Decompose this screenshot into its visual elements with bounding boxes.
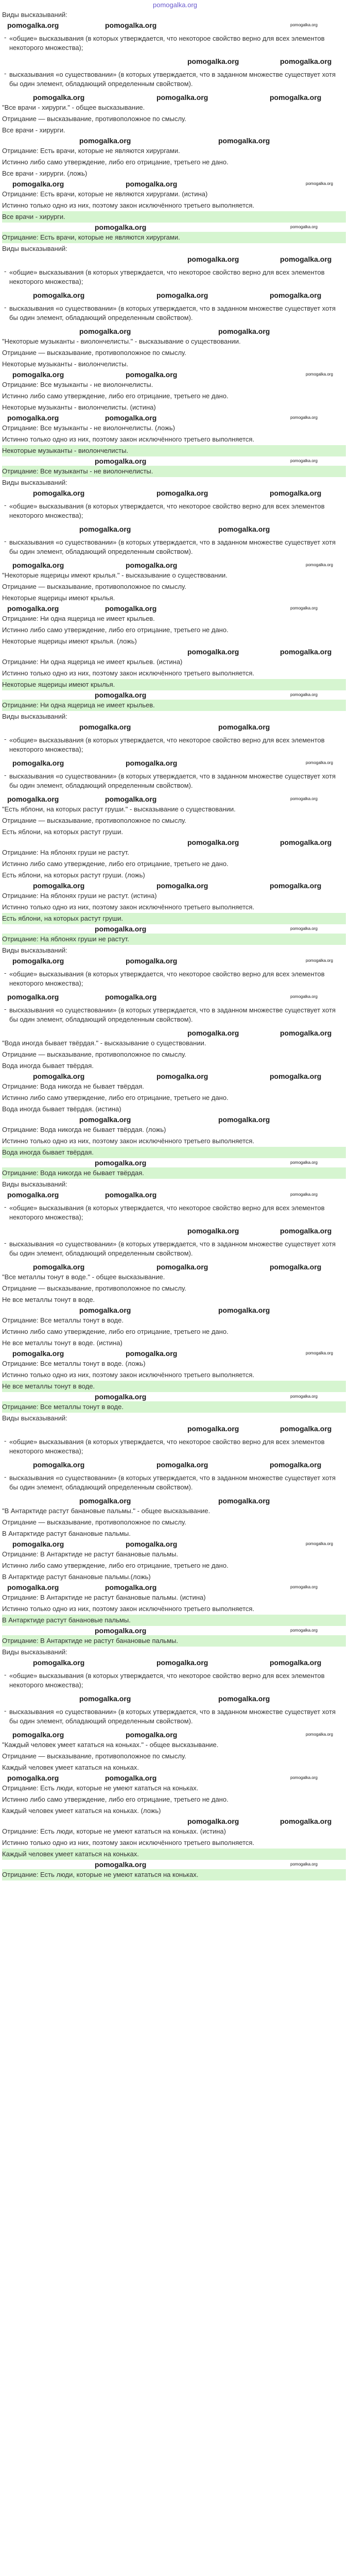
- watermark: pomogalka.org: [79, 525, 131, 533]
- general-statement-def: - «общие» высказывания (в которых утверждается, что некоторое свойство верно для всех элементов некоторого множества);: [2, 1202, 346, 1223]
- negation: Отрицание: Вода никогда не бывает твёрдая.: [2, 1082, 144, 1090]
- answer-negation: Отрицание: Есть врачи, которые не являются хирургами.: [2, 232, 346, 243]
- watermark: pomogalka.org: [79, 137, 131, 145]
- negation: Отрицание: Ни одна ящерица не имеет крыльев.: [2, 615, 155, 622]
- watermark: pomogalka.org: [156, 291, 208, 299]
- watermark-row: [2, 1860, 346, 1869]
- watermark: pomogalka.org: [290, 994, 318, 999]
- conclusion: Истинно только одно из них, поэтому закон исключённого третьего выполняется.: [2, 1839, 255, 1846]
- excluded-middle-law: Истинно либо само утверждение, либо его отрицание, третьего не дано.: [2, 1795, 229, 1803]
- watermark: pomogalka.org: [270, 882, 322, 890]
- watermark: pomogalka.org: [105, 414, 157, 422]
- watermark: pomogalka.org: [280, 1425, 332, 1433]
- watermark: pomogalka.org: [306, 1732, 333, 1737]
- watermark-row: [2, 1424, 346, 1433]
- conclusion: Истинно только одно из них, поэтому закон исключённого третьего выполняется.: [2, 435, 255, 443]
- watermark: pomogalka.org: [95, 1393, 147, 1401]
- statement-type: "В Антарктиде растут банановые пальмы." - общее высказывание.: [2, 1507, 211, 1515]
- watermark: pomogalka.org: [12, 759, 64, 767]
- watermark: pomogalka.org: [126, 957, 178, 965]
- watermark: pomogalka.org: [33, 93, 85, 101]
- watermark: pomogalka.org: [156, 1263, 208, 1271]
- watermark-row: [2, 291, 346, 300]
- watermark-row: [2, 794, 346, 804]
- types-intro: Виды высказываний:: [2, 1414, 67, 1422]
- statement-truth: Некоторые музыканты - виолончелисты. (истина): [2, 403, 156, 411]
- types-intro: Виды высказываний:: [2, 713, 67, 720]
- statement-type: "Некоторые ящерицы имеют крылья." - высказывание о существовании.: [2, 571, 227, 579]
- watermark-row: [2, 992, 346, 1002]
- existence-statement-def: - высказывания «о существовании» (в которых утверждается, что в заданном множестве существует хотя бы один элемент, обладающий определенным свойством).: [2, 1005, 346, 1025]
- watermark-row: [2, 604, 346, 613]
- watermark-row: [2, 327, 346, 336]
- statement: Некоторые музыканты - виолончелисты.: [2, 360, 129, 368]
- existence-statement-def: - высказывания «о существовании» (в которых утверждается, что в заданном множестве существует хотя бы один элемент, обладающий определенным свойством).: [2, 1706, 346, 1727]
- negation: Отрицание: Есть люди, которые не умеют кататься на коньках.: [2, 1784, 199, 1792]
- statement-block: [2, 945, 346, 1179]
- watermark: pomogalka.org: [306, 181, 333, 186]
- excluded-middle-law: Истинно либо само утверждение, либо его отрицание, третьего не дано.: [2, 1562, 229, 1569]
- watermark: pomogalka.org: [280, 838, 332, 846]
- negation-rule: Отрицание — высказывание, противоположное по смыслу.: [2, 1752, 186, 1760]
- watermark: pomogalka.org: [7, 414, 59, 422]
- watermark: pomogalka.org: [7, 1774, 59, 1782]
- statement: Каждый человек умеет кататься на коньках.: [2, 1764, 139, 1771]
- watermark: pomogalka.org: [290, 796, 318, 801]
- watermark: pomogalka.org: [280, 57, 332, 65]
- watermark: pomogalka.org: [218, 723, 270, 731]
- watermark-row: [2, 1817, 346, 1826]
- watermark-row: [2, 924, 346, 934]
- watermark-row: [2, 1392, 346, 1401]
- watermark-row: [2, 1262, 346, 1272]
- watermark-row: [2, 1658, 346, 1667]
- existence-statement-def: - высказывания «о существовании» (в которых утверждается, что в заданном множестве существует хотя бы один элемент, обладающий определенным свойством).: [2, 69, 346, 90]
- watermark: pomogalka.org: [95, 1159, 147, 1167]
- statement-block: [2, 1413, 346, 1647]
- existence-statement-def: - высказывания «о существовании» (в которых утверждается, что в заданном множестве существует хотя бы один элемент, обладающий определенным свойством).: [2, 303, 346, 324]
- watermark: pomogalka.org: [33, 882, 85, 890]
- watermark-row: [2, 21, 346, 30]
- watermark: pomogalka.org: [290, 1192, 318, 1197]
- conclusion: Истинно только одно из них, поэтому закон исключённого третьего выполняется.: [2, 201, 255, 209]
- general-statement-def: - «общие» высказывания (в которых утверждается, что некоторое свойство верно для всех элементов некоторого множества);: [2, 1436, 346, 1457]
- watermark: pomogalka.org: [290, 1585, 318, 1589]
- statement: Не все металлы тонут в воде.: [2, 1296, 95, 1303]
- watermark: pomogalka.org: [290, 692, 318, 697]
- watermark-row: [2, 136, 346, 145]
- watermark-row: [2, 370, 346, 379]
- excluded-middle-law: Истинно либо само утверждение, либо его отрицание, третьего не дано.: [2, 860, 229, 868]
- types-intro: Виды высказываний:: [2, 1648, 67, 1656]
- watermark: pomogalka.org: [95, 1860, 147, 1869]
- watermark: pomogalka.org: [7, 1583, 59, 1591]
- watermark: pomogalka.org: [270, 1461, 322, 1469]
- watermark-row: [2, 1158, 346, 1167]
- watermark-row: [2, 690, 346, 700]
- watermark: pomogalka.org: [187, 648, 239, 656]
- watermark-row: [2, 722, 346, 732]
- document-body: [0, 9, 350, 1880]
- general-statement-def: - «общие» высказывания (в которых утверждается, что некоторое свойство верно для всех элементов некоторого множества);: [2, 735, 346, 755]
- general-statement-def: - «общие» высказывания (в которых утверждается, что некоторое свойство верно для всех элементов некоторого множества);: [2, 969, 346, 989]
- watermark: pomogalka.org: [280, 1817, 332, 1825]
- watermark: pomogalka.org: [280, 1029, 332, 1037]
- answer-statement: Не все металлы тонут в воде.: [2, 1381, 346, 1392]
- watermark: pomogalka.org: [105, 993, 157, 1001]
- watermark: pomogalka.org: [12, 1540, 64, 1548]
- negation-truth: Отрицание: На яблонях груши не растут. (истина): [2, 892, 157, 900]
- watermark: pomogalka.org: [290, 459, 318, 463]
- watermark-row: [2, 1028, 346, 1038]
- watermark: pomogalka.org: [218, 137, 270, 145]
- watermark: pomogalka.org: [126, 370, 178, 379]
- types-intro: Виды высказываний:: [2, 946, 67, 954]
- negation-rule: Отрицание — высказывание, противоположное по смыслу.: [2, 817, 186, 824]
- watermark: pomogalka.org: [12, 1731, 64, 1739]
- watermark: pomogalka.org: [33, 1263, 85, 1271]
- statement-truth: Есть яблони, на которых растут груши. (ложь): [2, 871, 145, 879]
- watermark: pomogalka.org: [12, 561, 64, 569]
- watermark-row: [2, 1773, 346, 1783]
- conclusion: Истинно только одно из них, поэтому закон исключённого третьего выполняется.: [2, 1371, 255, 1379]
- watermark: pomogalka.org: [126, 759, 178, 767]
- watermark-row: [2, 1496, 346, 1505]
- watermark: pomogalka.org: [270, 1072, 322, 1080]
- answer-negation: Отрицание: Есть люди, которые не умеют кататься на коньках.: [2, 1869, 346, 1880]
- watermark: pomogalka.org: [156, 882, 208, 890]
- watermark-row: [2, 1306, 346, 1315]
- negation-truth: Отрицание: В Антарктиде не растут банановые пальмы. (истина): [2, 1594, 206, 1601]
- answer-statement: Некоторые ящерицы имеют крылья.: [2, 679, 346, 690]
- site-header-brand[interactable]: pomogalka.org: [153, 1, 197, 9]
- watermark: pomogalka.org: [187, 255, 239, 263]
- negation: Отрицание: Все металлы тонут в воде.: [2, 1316, 124, 1324]
- conclusion: Истинно только одно из них, поэтому закон исключённого третьего выполняется.: [2, 669, 255, 677]
- watermark-row: [2, 488, 346, 498]
- watermark: pomogalka.org: [79, 723, 131, 731]
- watermark-row: [2, 1626, 346, 1635]
- negation: Отрицание: В Антарктиде не растут банановые пальмы.: [2, 1550, 178, 1558]
- statement-block: [2, 711, 346, 945]
- watermark-row: [2, 838, 346, 847]
- watermark: pomogalka.org: [187, 1425, 239, 1433]
- statement-block: [2, 243, 346, 477]
- watermark: pomogalka.org: [156, 1658, 208, 1667]
- watermark: pomogalka.org: [95, 457, 147, 465]
- negation-truth: Отрицание: Есть люди, которые не умеют кататься на коньках. (истина): [2, 1827, 226, 1835]
- excluded-middle-law: Истинно либо само утверждение, либо его отрицание, третьего не дано.: [2, 626, 229, 634]
- negation-truth: Отрицание: Вода никогда не бывает твёрдая. (ложь): [2, 1126, 166, 1133]
- statement: Вода иногда бывает твёрдая.: [2, 1062, 94, 1070]
- watermark: pomogalka.org: [290, 1862, 318, 1867]
- watermark: pomogalka.org: [33, 1072, 85, 1080]
- watermark: pomogalka.org: [33, 291, 85, 299]
- existence-statement-def: - высказывания «о существовании» (в которых утверждается, что в заданном множестве существует хотя бы один элемент, обладающий определенным свойством).: [2, 1239, 346, 1259]
- watermark: pomogalka.org: [218, 1306, 270, 1314]
- watermark: pomogalka.org: [290, 1394, 318, 1399]
- watermark: pomogalka.org: [105, 1191, 157, 1199]
- watermark-row: [2, 956, 346, 965]
- watermark: pomogalka.org: [290, 415, 318, 420]
- watermark: pomogalka.org: [270, 291, 322, 299]
- watermark: pomogalka.org: [156, 1461, 208, 1469]
- watermark: pomogalka.org: [280, 648, 332, 656]
- general-statement-def: - «общие» высказывания (в которых утверждается, что некоторое свойство верно для всех элементов некоторого множества);: [2, 33, 346, 54]
- answer-statement: В Антарктиде растут банановые пальмы.: [2, 1615, 346, 1626]
- answer-statement: Все врачи - хирурги.: [2, 211, 346, 223]
- types-intro: Виды высказываний:: [2, 11, 67, 19]
- watermark-row: [2, 524, 346, 534]
- watermark: pomogalka.org: [105, 1774, 157, 1782]
- conclusion: Истинно только одно из них, поэтому закон исключённого третьего выполняется.: [2, 1605, 255, 1613]
- negation-rule: Отрицание — высказывание, противоположное по смыслу.: [2, 115, 186, 123]
- excluded-middle-law: Истинно либо само утверждение, либо его отрицание, третьего не дано.: [2, 158, 229, 166]
- watermark-row: [2, 1349, 346, 1358]
- watermark: pomogalka.org: [306, 372, 333, 377]
- negation-truth: Отрицание: Есть врачи, которые не являются хирургами. (истина): [2, 190, 208, 198]
- watermark-row: [2, 1115, 346, 1124]
- watermark-row: [2, 758, 346, 768]
- watermark: pomogalka.org: [105, 604, 157, 613]
- watermark: pomogalka.org: [95, 223, 147, 231]
- answer-negation: Отрицание: На яблонях груши не растут.: [2, 934, 346, 945]
- negation-rule: Отрицание — высказывание, противоположное по смыслу.: [2, 1284, 186, 1292]
- watermark: pomogalka.org: [156, 1072, 208, 1080]
- watermark: pomogalka.org: [270, 1658, 322, 1667]
- watermark-row: [2, 561, 346, 570]
- watermark: pomogalka.org: [306, 1541, 333, 1546]
- watermark: pomogalka.org: [79, 327, 131, 335]
- negation: Отрицание: Есть врачи, которые не являются хирургами.: [2, 147, 180, 155]
- watermark-row: [2, 179, 346, 189]
- watermark: pomogalka.org: [156, 489, 208, 497]
- watermark: pomogalka.org: [290, 1775, 318, 1780]
- watermark: pomogalka.org: [126, 1540, 178, 1548]
- watermark: pomogalka.org: [270, 93, 322, 101]
- watermark: pomogalka.org: [218, 327, 270, 335]
- watermark-row: [2, 1226, 346, 1235]
- watermark-row: [2, 223, 346, 232]
- types-intro: Виды высказываний:: [2, 479, 67, 486]
- watermark: pomogalka.org: [306, 760, 333, 765]
- watermark: pomogalka.org: [187, 1029, 239, 1037]
- watermark-row: [2, 456, 346, 466]
- watermark: pomogalka.org: [290, 1160, 318, 1165]
- watermark-row: [2, 1694, 346, 1703]
- watermark: pomogalka.org: [7, 21, 59, 29]
- statement-type: "Все металлы тонут в воде." - общее высказывание.: [2, 1273, 165, 1281]
- watermark: pomogalka.org: [126, 1349, 178, 1358]
- statement-type: "Каждый человек умеет кататься на коньках." - общее высказывание.: [2, 1741, 219, 1749]
- watermark-row: [2, 647, 346, 656]
- statement: Некоторые ящерицы имеют крылья.: [2, 594, 115, 602]
- watermark: pomogalka.org: [7, 993, 59, 1001]
- watermark: pomogalka.org: [7, 795, 59, 803]
- watermark: pomogalka.org: [126, 180, 178, 188]
- existence-statement-def: - высказывания «о существовании» (в которых утверждается, что в заданном множестве существует хотя бы один элемент, обладающий определенным свойством).: [2, 771, 346, 791]
- watermark: pomogalka.org: [126, 1731, 178, 1739]
- watermark: pomogalka.org: [218, 525, 270, 533]
- negation-rule: Отрицание — высказывание, противоположное по смыслу.: [2, 1518, 186, 1526]
- watermark: pomogalka.org: [290, 225, 318, 229]
- existence-statement-def: - высказывания «о существовании» (в которых утверждается, что в заданном множестве существует хотя бы один элемент, обладающий определенным свойством).: [2, 537, 346, 557]
- watermark: pomogalka.org: [187, 1817, 239, 1825]
- watermark: pomogalka.org: [306, 563, 333, 567]
- watermark: pomogalka.org: [280, 255, 332, 263]
- watermark: pomogalka.org: [270, 1263, 322, 1271]
- statement: В Антарктиде растут банановые пальмы.: [2, 1530, 131, 1537]
- statement-truth: В Антарктиде растут банановые пальмы.(ложь): [2, 1573, 151, 1581]
- watermark-row: [2, 1072, 346, 1081]
- watermark: pomogalka.org: [218, 1497, 270, 1505]
- answer-negation: Отрицание: Ни одна ящерица не имеет крыльев.: [2, 700, 346, 711]
- general-statement-def: - «общие» высказывания (в которых утверждается, что некоторое свойство верно для всех элементов некоторого множества);: [2, 267, 346, 287]
- watermark: pomogalka.org: [95, 1626, 147, 1635]
- statement-truth: Каждый человек умеет кататься на коньках. (ложь): [2, 1807, 161, 1815]
- watermark: pomogalka.org: [33, 1461, 85, 1469]
- excluded-middle-law: Истинно либо само утверждение, либо его отрицание, третьего не дано.: [2, 392, 229, 400]
- watermark: pomogalka.org: [280, 1227, 332, 1235]
- negation-rule: Отрицание — высказывание, противоположное по смыслу.: [2, 349, 186, 357]
- watermark-row: [2, 1460, 346, 1469]
- watermark: pomogalka.org: [290, 606, 318, 611]
- watermark: pomogalka.org: [156, 93, 208, 101]
- statement: Все врачи - хирурги.: [2, 126, 65, 134]
- statement-block: [2, 1647, 346, 1880]
- watermark-row: [2, 1539, 346, 1549]
- watermark: pomogalka.org: [33, 1658, 85, 1667]
- watermark: pomogalka.org: [79, 1115, 131, 1124]
- watermark: pomogalka.org: [7, 1191, 59, 1199]
- answer-negation: Отрицание: Все металлы тонут в воде.: [2, 1401, 346, 1413]
- watermark: pomogalka.org: [270, 489, 322, 497]
- conclusion: Истинно только одно из них, поэтому закон исключённого третьего выполняется.: [2, 903, 255, 911]
- watermark: pomogalka.org: [105, 21, 157, 29]
- statement-block: [2, 477, 346, 711]
- negation-rule: Отрицание — высказывание, противоположное по смыслу.: [2, 583, 186, 590]
- watermark: pomogalka.org: [12, 957, 64, 965]
- watermark: pomogalka.org: [7, 604, 59, 613]
- watermark: pomogalka.org: [187, 1227, 239, 1235]
- watermark-row: [2, 1583, 346, 1592]
- existence-statement-def: - высказывания «о существовании» (в которых утверждается, что в заданном множестве существует хотя бы один элемент, обладающий определенным свойством).: [2, 1472, 346, 1493]
- answer-negation: Отрицание: В Антарктиде не растут банановые пальмы.: [2, 1635, 346, 1647]
- watermark: pomogalka.org: [290, 926, 318, 931]
- watermark-row: [2, 881, 346, 890]
- watermark: pomogalka.org: [126, 561, 178, 569]
- answer-statement: Каждый человек умеет кататься на коньках.: [2, 1849, 346, 1860]
- watermark: pomogalka.org: [79, 1497, 131, 1505]
- watermark: pomogalka.org: [79, 1306, 131, 1314]
- watermark: pomogalka.org: [306, 1351, 333, 1355]
- answer-statement: Вода иногда бывает твёрдая.: [2, 1147, 346, 1158]
- negation-rule: Отрицание — высказывание, противоположное по смыслу.: [2, 1050, 186, 1058]
- negation-truth: Отрицание: Все музыканты - не виолончелисты. (ложь): [2, 424, 175, 432]
- excluded-middle-law: Истинно либо само утверждение, либо его отрицание, третьего не дано.: [2, 1328, 229, 1335]
- statement-truth: Не все металлы тонут в воде. (истина): [2, 1339, 122, 1347]
- watermark: pomogalka.org: [290, 23, 318, 27]
- statement-block: [2, 9, 346, 243]
- watermark: pomogalka.org: [105, 1583, 157, 1591]
- watermark: pomogalka.org: [306, 958, 333, 963]
- negation: Отрицание: Все музыканты - не виолончелисты.: [2, 381, 153, 388]
- answer-statement: Некоторые музыканты - виолончелисты.: [2, 445, 346, 456]
- answer-negation: Отрицание: Вода никогда не бывает твёрдая.: [2, 1167, 346, 1179]
- negation-truth: Отрицание: Все металлы тонут в воде. (ложь): [2, 1360, 146, 1367]
- watermark: pomogalka.org: [95, 925, 147, 933]
- watermark: pomogalka.org: [33, 489, 85, 497]
- watermark: pomogalka.org: [218, 1115, 270, 1124]
- types-intro: Виды высказываний:: [2, 245, 67, 252]
- general-statement-def: - «общие» высказывания (в которых утверждается, что некоторое свойство верно для всех элементов некоторого множества);: [2, 1670, 346, 1691]
- watermark: pomogalka.org: [105, 795, 157, 803]
- watermark-row: [2, 93, 346, 102]
- statement: Есть яблони, на которых растут груши.: [2, 828, 124, 836]
- watermark: pomogalka.org: [95, 691, 147, 699]
- statement-block: [2, 1179, 346, 1413]
- general-statement-def: - «общие» высказывания (в которых утверждается, что некоторое свойство верно для всех элементов некоторого множества);: [2, 501, 346, 521]
- watermark: pomogalka.org: [290, 1628, 318, 1633]
- watermark-row: [2, 57, 346, 66]
- excluded-middle-law: Истинно либо само утверждение, либо его отрицание, третьего не дано.: [2, 1094, 229, 1101]
- statement-truth: Некоторые ящерицы имеют крылья. (ложь): [2, 637, 137, 645]
- answer-statement: Есть яблони, на которых растут груши.: [2, 913, 346, 924]
- watermark: pomogalka.org: [12, 370, 64, 379]
- watermark: pomogalka.org: [79, 1694, 131, 1703]
- statement-type: "Вода иногда бывает твёрдая." - высказывание о существовании.: [2, 1039, 206, 1047]
- watermark: pomogalka.org: [12, 1349, 64, 1358]
- watermark-row: [2, 413, 346, 422]
- statement-type: "Все врачи - хирурги." - общее высказывание.: [2, 104, 145, 111]
- watermark-row: [2, 1190, 346, 1199]
- watermark-row: [2, 1730, 346, 1739]
- negation-truth: Отрицание: Ни одна ящерица не имеет крыльев. (истина): [2, 658, 183, 666]
- watermark: pomogalka.org: [12, 180, 64, 188]
- statement-truth: Вода иногда бывает твёрдая. (истина): [2, 1105, 121, 1113]
- watermark: pomogalka.org: [218, 1694, 270, 1703]
- statement-type: "Некоторые музыканты - виолончелисты." - высказывание о существовании.: [2, 337, 241, 345]
- watermark-row: [2, 255, 346, 264]
- statement-truth: Все врачи - хирурги. (ложь): [2, 170, 87, 177]
- statement-type: "Есть яблони, на которых растут груши." - высказывание о существовании.: [2, 805, 236, 813]
- negation: Отрицание: На яблонях груши не растут.: [2, 849, 129, 856]
- conclusion: Истинно только одно из них, поэтому закон исключённого третьего выполняется.: [2, 1137, 255, 1145]
- types-intro: Виды высказываний:: [2, 1180, 67, 1188]
- watermark: pomogalka.org: [187, 57, 239, 65]
- answer-negation: Отрицание: Все музыканты - не виолончелисты.: [2, 466, 346, 477]
- watermark: pomogalka.org: [187, 838, 239, 846]
